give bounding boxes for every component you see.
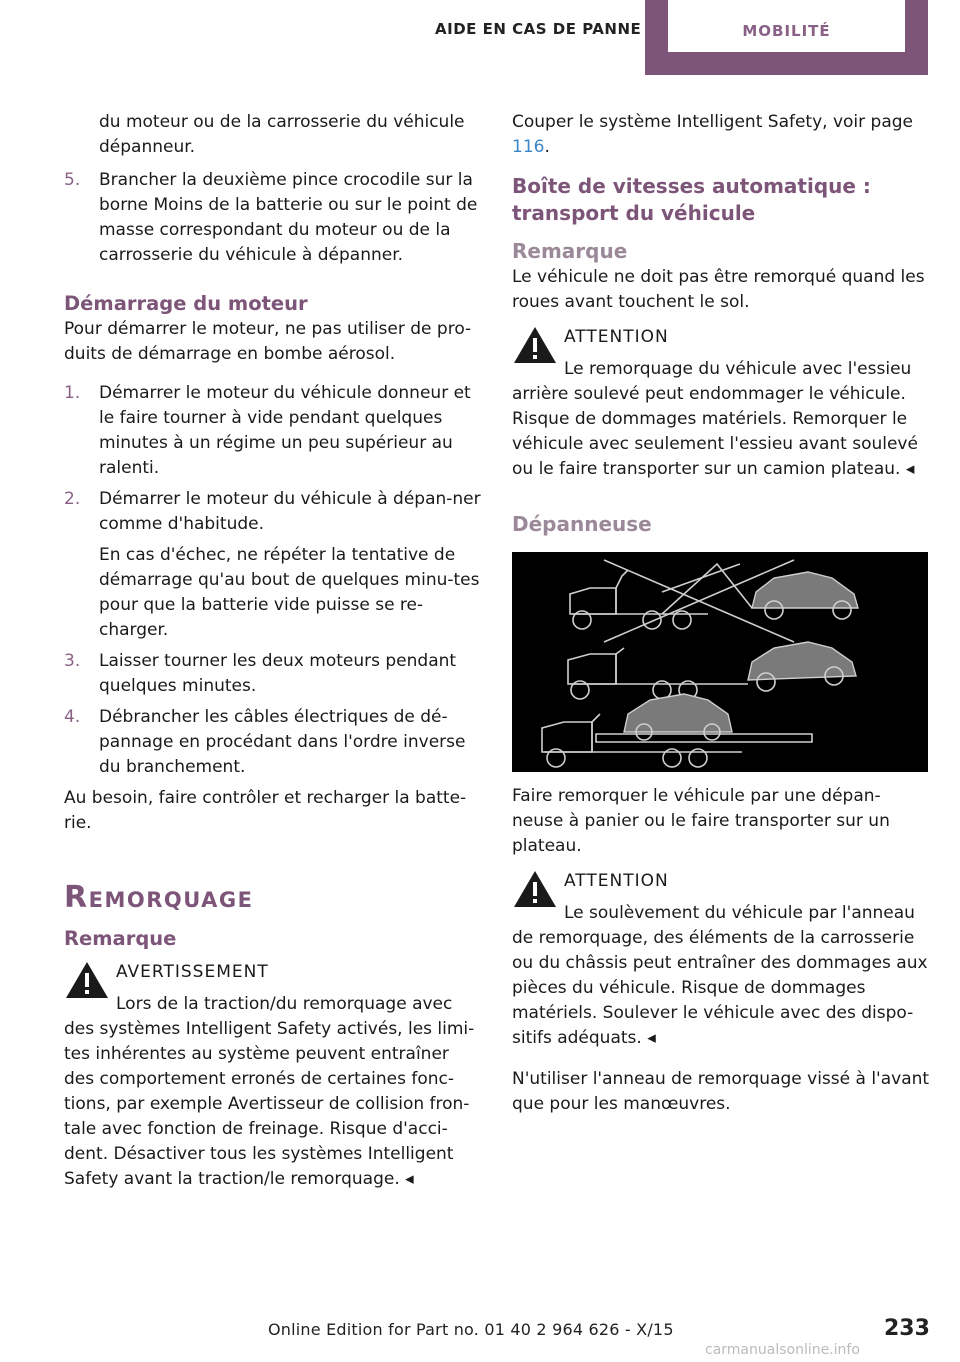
list-number: 2. (64, 489, 81, 509)
heading-remarque: Remarque (64, 927, 177, 950)
list-text: Démarrer le moteur du véhicule à dépan-ner comme d'habitude. (99, 489, 481, 534)
demarrage-intro: Pour démarrer le moteur, ne pas utiliser de pro-duits de démarrage en bombe aérosol. (64, 319, 472, 364)
warning-box (64, 960, 482, 1192)
warning-first-line: Lors de la traction/du remorquage avec (116, 994, 453, 1014)
left-column (64, 110, 482, 1192)
besoin-text: Au besoin, faire contrôler et recharger la batte-rie. (64, 788, 467, 833)
chapter-tab (645, 0, 928, 75)
attention-title: ATTENTION (564, 871, 669, 891)
page-link[interactable]: 116 (512, 137, 545, 157)
page-number: 233 (884, 1316, 930, 1341)
warning-triangle-icon (512, 869, 558, 909)
list-item-5 (64, 168, 482, 268)
edition-footer: Online Edition for Part no. 01 40 2 964 626 - X/15 (268, 1320, 674, 1339)
watermark: carmanualsonline.info (705, 1342, 860, 1358)
heading-demarrage: Démarrage du moteur (64, 292, 308, 315)
list-item-1 (64, 381, 482, 481)
intro-text-main: Couper le système Intelligent Safety, voir page (512, 112, 913, 132)
section-title: AIDE EN CAS DE PANNE (435, 20, 642, 38)
attention-box-1 (512, 325, 930, 482)
warning-triangle-icon (64, 960, 110, 1000)
list-item-3 (64, 649, 482, 699)
figure-caption: Faire remorquer le véhicule par une dépan-neuse à panier ou le faire transporter sur un plateau. (512, 786, 890, 856)
list-number: 4. (64, 707, 81, 727)
attention-title: ATTENTION (564, 327, 669, 347)
tow-truck-illustration (512, 552, 928, 772)
list-number: 3. (64, 651, 81, 671)
warning-title: AVERTISSEMENT (116, 962, 269, 982)
list-number: 1. (64, 383, 81, 403)
heading-boite: Boîte de vitesses automatique : transport du véhicule (512, 174, 871, 225)
continued-text: du moteur ou de la carrosserie du véhicule dépanneur. (99, 112, 465, 157)
right-column (512, 110, 930, 1117)
heading-depanneuse: Dépanneuse (512, 512, 652, 536)
list-text: Brancher la deuxième pince crocodile sur la borne Moins de la batterie ou sur le point de masse correspondant du moteur ou de la carrosserie du véhicule à dépanner. (99, 170, 478, 265)
heading-remarque-right: Remarque (512, 239, 628, 263)
intro-text (512, 110, 930, 160)
list-item-2 (64, 487, 482, 643)
list-text: Laisser tourner les deux moteurs pendant quelques minutes. (99, 651, 457, 696)
warning-triangle-icon (512, 325, 558, 365)
list-text: Démarrer le moteur du véhicule donneur et le faire tourner à vide pendant quelques minutes à un régime un peu supérieur au ralenti. (99, 383, 471, 478)
warning-text: des systèmes Intelligent Safety activés, les limi-tes inhérentes au système peuvent entraîner des comportement erronés de certaines fonc-tions, par exemple Avertisseur de collision fron-tale avec fonction de freinage. Risque d'acci-dent. Désactiver tous les systèmes Intelligent Safety avant la traction/le remorquage. ◂ (64, 1019, 475, 1189)
remarque-text: Le véhicule ne doit pas être remorqué quand les roues avant touchent le sol. (512, 267, 925, 312)
attention-first-line: Le remorquage du véhicule avec l'essieu (564, 359, 912, 379)
list-item-4 (64, 705, 482, 780)
attention-text: arrière soulevé peut endommager le véhicule. Risque de dommages matériels. Remorquer le véhicule avec seulement l'essieu avant soulevé ou le faire transporter sur un camion plateau. ◂ (512, 384, 918, 479)
list-subtext: En cas d'échec, ne répéter la tentative de démarrage qu'au bout de quelques minu-tes pour que la batterie vide puisse se re-charger. (99, 545, 480, 640)
attention-box-2 (512, 869, 930, 1051)
list-text: Débrancher les câbles électriques de dé-pannage en procédant dans l'ordre inverse du branchement. (99, 707, 466, 777)
heading-remorquage: Remorquage (64, 880, 254, 915)
intro-text-end: . (544, 137, 550, 157)
attention-text: de remorquage, des éléments de la carrosserie ou du châssis peut entraîner des dommages aux pièces du véhicule. Risque de dommages matériels. Soulever le véhicule avec des dispo-sitifs adéquats. ◂ (512, 928, 928, 1048)
attention-first-line: Le soulèvement du véhicule par l'anneau (564, 903, 915, 923)
list-number: 5. (64, 170, 81, 190)
chapter-tab-label: MOBILITÉ (742, 22, 831, 40)
anneau-text: N'utiliser l'anneau de remorquage vissé à l'avant que pour les manœuvres. (512, 1069, 930, 1114)
